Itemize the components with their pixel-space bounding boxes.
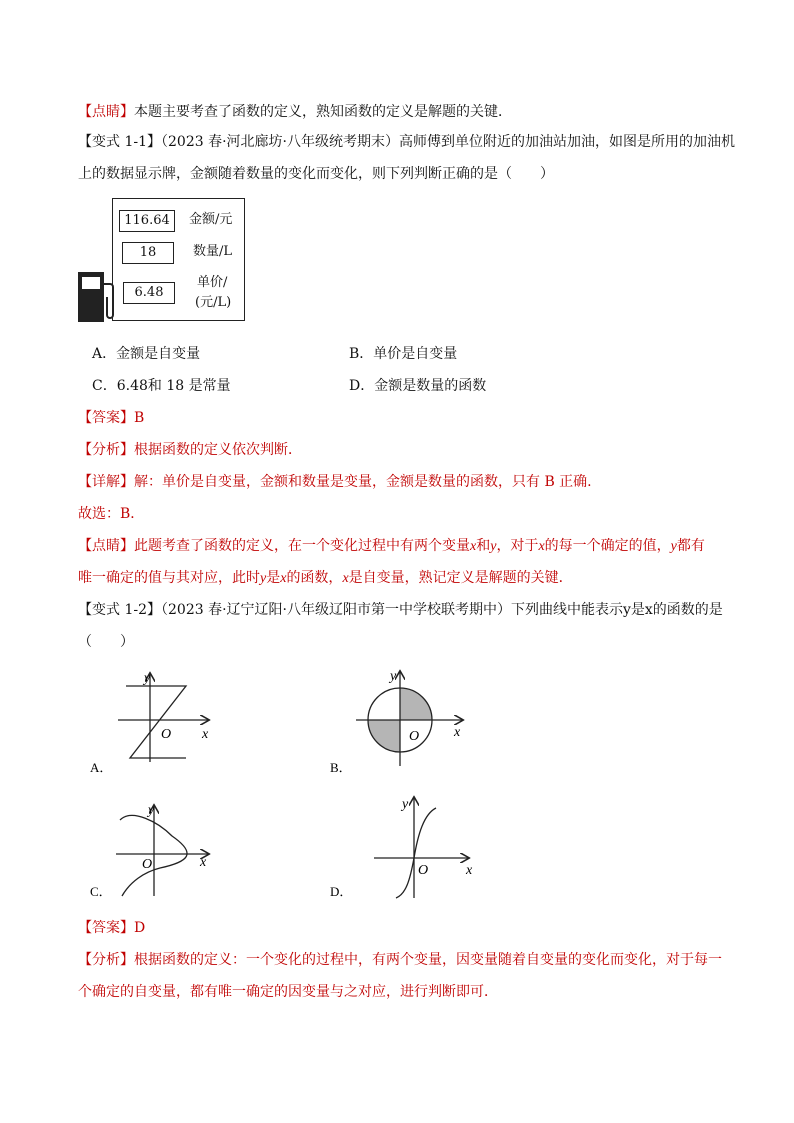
- cubic-curve: [396, 808, 436, 898]
- analysis-1: [78, 440, 728, 460]
- y-label-b: y: [390, 669, 397, 684]
- point-1-text-c: 的每一个确定的值，: [544, 538, 671, 554]
- amount-label: 金额/元: [189, 212, 233, 227]
- quantity-value-box: 18: [122, 242, 174, 264]
- x-label-b: x: [454, 725, 461, 740]
- var-y-2: y: [670, 539, 677, 554]
- var-y-3: y: [260, 571, 267, 586]
- answer-2: [78, 918, 728, 938]
- var-x-4: x: [342, 571, 349, 586]
- graph-c: [88, 798, 228, 902]
- var-x-3: x: [280, 571, 287, 586]
- y-label-d: y: [402, 797, 409, 812]
- analysis-tag-2: 【分析】: [78, 952, 134, 968]
- point-tag: 【点睛】: [78, 104, 134, 120]
- point-tag-2: 【点睛】: [78, 538, 134, 554]
- option-c: C．6.48和 18 是常量: [92, 378, 231, 394]
- detail-tag: 【详解】: [78, 474, 134, 490]
- point-1-text-d: 都有: [676, 538, 705, 554]
- origin-label: O: [161, 727, 172, 742]
- question-1-2-text1: （2023 春·辽宁辽阳·八年级辽阳市第一中学校联考期中）下列曲线中能表示y是x的函数的是: [161, 602, 723, 618]
- point-2-text-b: 是: [266, 570, 281, 586]
- origin-label-c: O: [142, 857, 153, 872]
- graph-c-label: C．: [90, 884, 112, 899]
- question-1-1-line2: 上的数据显示牌，金额随着数量的变化而变化，则下列判断正确的是（ ）: [78, 166, 554, 182]
- question-1-1-text1: （2023 春·河北廊坊·八年级统考期末）高师傅到单位附近的加油站加油，如图是所用的加油机: [161, 134, 735, 150]
- price-label-line1: 单价/: [197, 275, 228, 290]
- graph-a-label: A．: [90, 760, 113, 775]
- point-1-text-a: 此题考查了函数的定义，在一个变化过程中有两个变量: [134, 538, 470, 554]
- option-a: A．金额是自变量: [92, 346, 201, 362]
- answer-value-2: D: [134, 920, 146, 936]
- graph-b: [326, 664, 476, 780]
- x-label: x: [202, 727, 209, 742]
- point-1-text-b: ，对于: [496, 538, 539, 554]
- price-label-line2: (元/L): [195, 295, 232, 310]
- origin-label-d: O: [418, 863, 429, 878]
- analysis-2: [78, 950, 728, 970]
- point-2-text-c: 的函数，: [286, 570, 343, 586]
- point-2-text-d: 是自变量，熟记定义是解题的关键．: [348, 570, 573, 586]
- var-y: y: [490, 539, 497, 554]
- origin-label-b: O: [409, 729, 420, 744]
- answer-value: B: [134, 410, 145, 426]
- answer-tag: 【答案】: [78, 410, 134, 426]
- detail-1: [78, 472, 728, 492]
- x-label-d: x: [466, 863, 473, 878]
- graph-a: [88, 664, 228, 780]
- option-b: B．单价是自变量: [349, 346, 458, 362]
- question-1-1-line1: [78, 132, 735, 152]
- z-curve: [126, 686, 186, 758]
- graph-b-label: B．: [330, 760, 352, 775]
- point-1-line2: [78, 568, 728, 589]
- point-1-line1: [78, 536, 728, 557]
- analysis-text: 根据函数的定义依次判断．: [134, 442, 302, 458]
- detail-text: 解：单价是自变量，金额和数量是变量，金额是数量的函数，只有 B 正确.: [134, 474, 592, 490]
- point-paragraph: [78, 102, 728, 122]
- analysis-2-text1: 根据函数的定义：一个变化的过程中，有两个变量，因变量随着自变量的变化而变化，对于每一: [134, 952, 722, 968]
- option-d: D．金额是数量的函数: [349, 378, 487, 394]
- point-text: 本题主要考查了函数的定义，熟知函数的定义是解题的关键．: [134, 104, 512, 120]
- question-1-1-tag: 【变式 1-1】: [78, 134, 161, 150]
- y-label-c: y: [148, 803, 155, 818]
- graph-d-label: D．: [330, 884, 353, 899]
- amount-value-box: 116.64: [119, 210, 175, 232]
- answer-tag-2: 【答案】: [78, 920, 134, 936]
- var-x: x: [470, 539, 477, 554]
- analysis-tag: 【分析】: [78, 442, 134, 458]
- question-1-2-line1: [78, 600, 728, 620]
- point-1-and: 和: [476, 538, 491, 554]
- choice-1: 故选：B．: [78, 506, 145, 522]
- point-2-text-a: 唯一确定的值与其对应，此时: [78, 570, 260, 586]
- analysis-2-line2: 个确定的自变量，都有唯一确定的因变量与之对应，进行判断即可．: [78, 984, 498, 1000]
- graph-d: [326, 790, 476, 902]
- answer-1: [78, 408, 728, 428]
- price-value-box: 6.48: [123, 282, 175, 304]
- question-1-2-tag: 【变式 1-2】: [78, 602, 161, 618]
- fuel-pump-icon: [76, 270, 120, 326]
- pump-display-panel: [112, 198, 245, 321]
- y-label: y: [144, 671, 151, 686]
- x-label-c: x: [200, 855, 207, 870]
- question-1-2-line2: （ ）: [78, 634, 134, 650]
- quantity-label: 数量/L: [193, 244, 233, 259]
- var-x-2: x: [538, 539, 545, 554]
